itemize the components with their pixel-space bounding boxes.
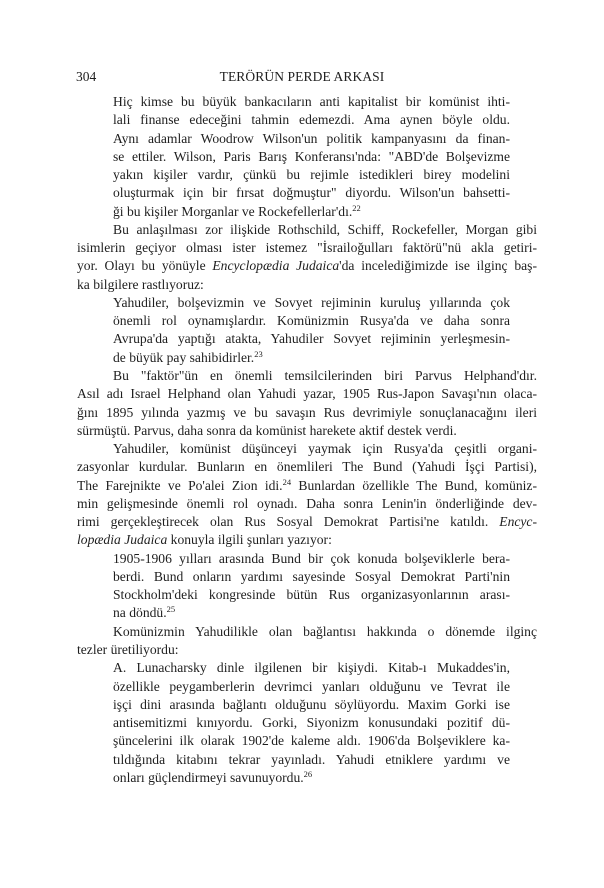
italic-title: Encyclopædia Judaica <box>212 258 340 274</box>
text-line <box>77 513 537 531</box>
footnote-ref: 22 <box>352 202 361 213</box>
text-line: Bu anlaşılması zor ilişkide Rothschild, Schiff, Rockefeller, Morgan gibi <box>113 221 537 237</box>
text-line: Bu "faktör"ün en önemli temsilcilerinden biri Parvus Helphand'dır. <box>113 367 537 383</box>
line-text: 'da incelediğimizde ise ilginç baş- <box>339 258 537 274</box>
text-line: yakın kişiler vardır, çünkü bu rejimle istedikleri birey modelini <box>113 167 510 183</box>
text-line: işçi dini arasında bağlantı olduğunu söylüyordu. Maxim Gorki ise <box>113 696 510 712</box>
text-line: özellikle peygamberlerin devrimci yanları olduğunu ve Tevrat ile <box>113 678 510 694</box>
text-line: sürmüştü. Parvus, daha sonra da komünist harekete aktif destek verdi. <box>77 422 457 438</box>
text-line <box>77 257 537 275</box>
body-paragraph <box>77 440 537 550</box>
body-paragraph <box>77 623 537 660</box>
block-quote <box>77 93 537 221</box>
page-number: 304 <box>76 69 97 84</box>
block-quote <box>77 659 537 787</box>
line-text: The Farejnikte ve Po'alei Zion idi. <box>77 477 283 493</box>
line-text: rimi gerçekleştirecek olan Rus Sosyal Demokrat Partisi'ne katıldı. <box>77 514 500 530</box>
italic-title: Encyc- <box>499 514 537 530</box>
footnote-ref: 26 <box>303 768 313 779</box>
text-line: önemli rol oynamışlardır. Komünizmin Rusya'da ve daha sonra <box>113 313 510 329</box>
line-text: konuyla ilgili şunları yazıyor: <box>167 532 332 548</box>
text-line <box>77 477 537 495</box>
text-line: lali finanse edeceğini tahmin edemezdi. Ama aynen böyle oldu. <box>113 112 510 128</box>
text-line: Yahudiler, komünist düşünceyi yaymak için Rusya'da çeşitli organi- <box>113 441 537 457</box>
text-line: zasyonlar kurdular. Bunların en önemlileri The Bund (Yahudi İşçi Partisi), <box>77 459 537 475</box>
text-line: oluşturmak için bir fırsat doğmuştur" diyordu. Wilson'un bahsetti- <box>113 185 510 201</box>
text-line: Stockholm'deki kongresinde bütün Rus organizasyonlarının arası- <box>113 587 510 603</box>
text-line: Yahudiler, bolşevizmin ve Sovyet rejiminin kuruluş yıllarında çok <box>113 294 510 310</box>
text-line: 1905-1906 yılları arasında Bund bir çok konuda bolşeviklerle bera- <box>113 550 510 566</box>
text-line: Asıl adı Israel Helphand olan Yahudi yazar, 1905 Rus-Japon Savaşı'nın olaca- <box>77 386 537 402</box>
line-text: de büyük pay sahibidirler. <box>113 349 255 365</box>
line-text: ği bu kişiler Morganlar ve Rockefellerlar'dı. <box>113 203 353 219</box>
text-line <box>113 349 510 367</box>
text-line: min gelişmesinde önemli rol oynadı. Daha sonra Lenin'in önderliğinde dev- <box>77 495 537 511</box>
text-line: ğını 1895 yılında yazmış ve bu savaşın Rus devrimiyle sonuçlanacağını ileri <box>77 404 537 420</box>
text-line: Komünizmin Yahudilikle olan bağlantısı hakkında o dönemde ilginç <box>113 623 537 639</box>
text-line: Hiç kimse bu büyük bankacıların anti kapitalist bir komünist ihti- <box>113 94 510 109</box>
text-line <box>113 203 510 221</box>
body-paragraph <box>77 221 537 294</box>
text-line <box>77 531 537 549</box>
footnote-ref: 24 <box>282 476 292 487</box>
footnote-ref: 25 <box>166 604 176 615</box>
italic-title: lopædia Judaica <box>77 532 168 548</box>
text-line: tıldığında kitabını tekrar yayınladı. Yahudi etniklere yardımı ve <box>113 751 510 767</box>
text-line: se ettiler. Wilson, Paris Barış Konferansı'nda: "ABD'de Bolşevizme <box>113 148 510 164</box>
line-text: yor. Olayı bu yönüyle <box>77 258 213 274</box>
text-line: şüncelerini ilk olarak 1902'de kaleme aldı. 1906'da Bolşeviklere ka- <box>113 733 510 749</box>
text-line: Avrupa'da yaptığı atakta, Yahudiler Sovyet rejiminin yerleşmesin- <box>113 331 510 347</box>
text-line: antisemitizmi kınıyordu. Gorki, Siyonizm konusundaki pozitif dü- <box>113 715 510 731</box>
text-line: Aynı adamlar Woodrow Wilson'un politik kampanyasını da finan- <box>113 130 510 146</box>
text-line: ka bilgilere rastlıyoruz: <box>77 276 204 292</box>
page-body <box>77 93 537 787</box>
block-quote <box>77 294 537 367</box>
text-line <box>113 769 510 787</box>
text-line: isimlerin geçiyor olması ister istemez "İsrailoğulları faktörü"nü akla getiri- <box>77 240 537 256</box>
text-line: tezler üretiliyordu: <box>77 641 179 657</box>
text-line: A. Lunacharsky dinle ilgilenen bir kişiydi. Kitab-ı Mukaddes'in, <box>113 660 510 676</box>
text-line: berdi. Bund onların yardımı sayesinde Sosyal Demokrat Parti'nin <box>113 568 510 584</box>
running-head-title: TERÖRÜN PERDE ARKASI <box>219 69 385 84</box>
line-text: na döndü. <box>113 605 167 621</box>
block-quote <box>77 550 537 623</box>
footnote-ref: 23 <box>254 348 263 359</box>
body-paragraph <box>77 367 537 440</box>
text-line <box>113 604 510 622</box>
line-text: Bunlardan özellikle The Bund, komüniz- <box>291 477 537 493</box>
line-text: onları güçlendirmeyi savunuyordu. <box>113 769 304 785</box>
